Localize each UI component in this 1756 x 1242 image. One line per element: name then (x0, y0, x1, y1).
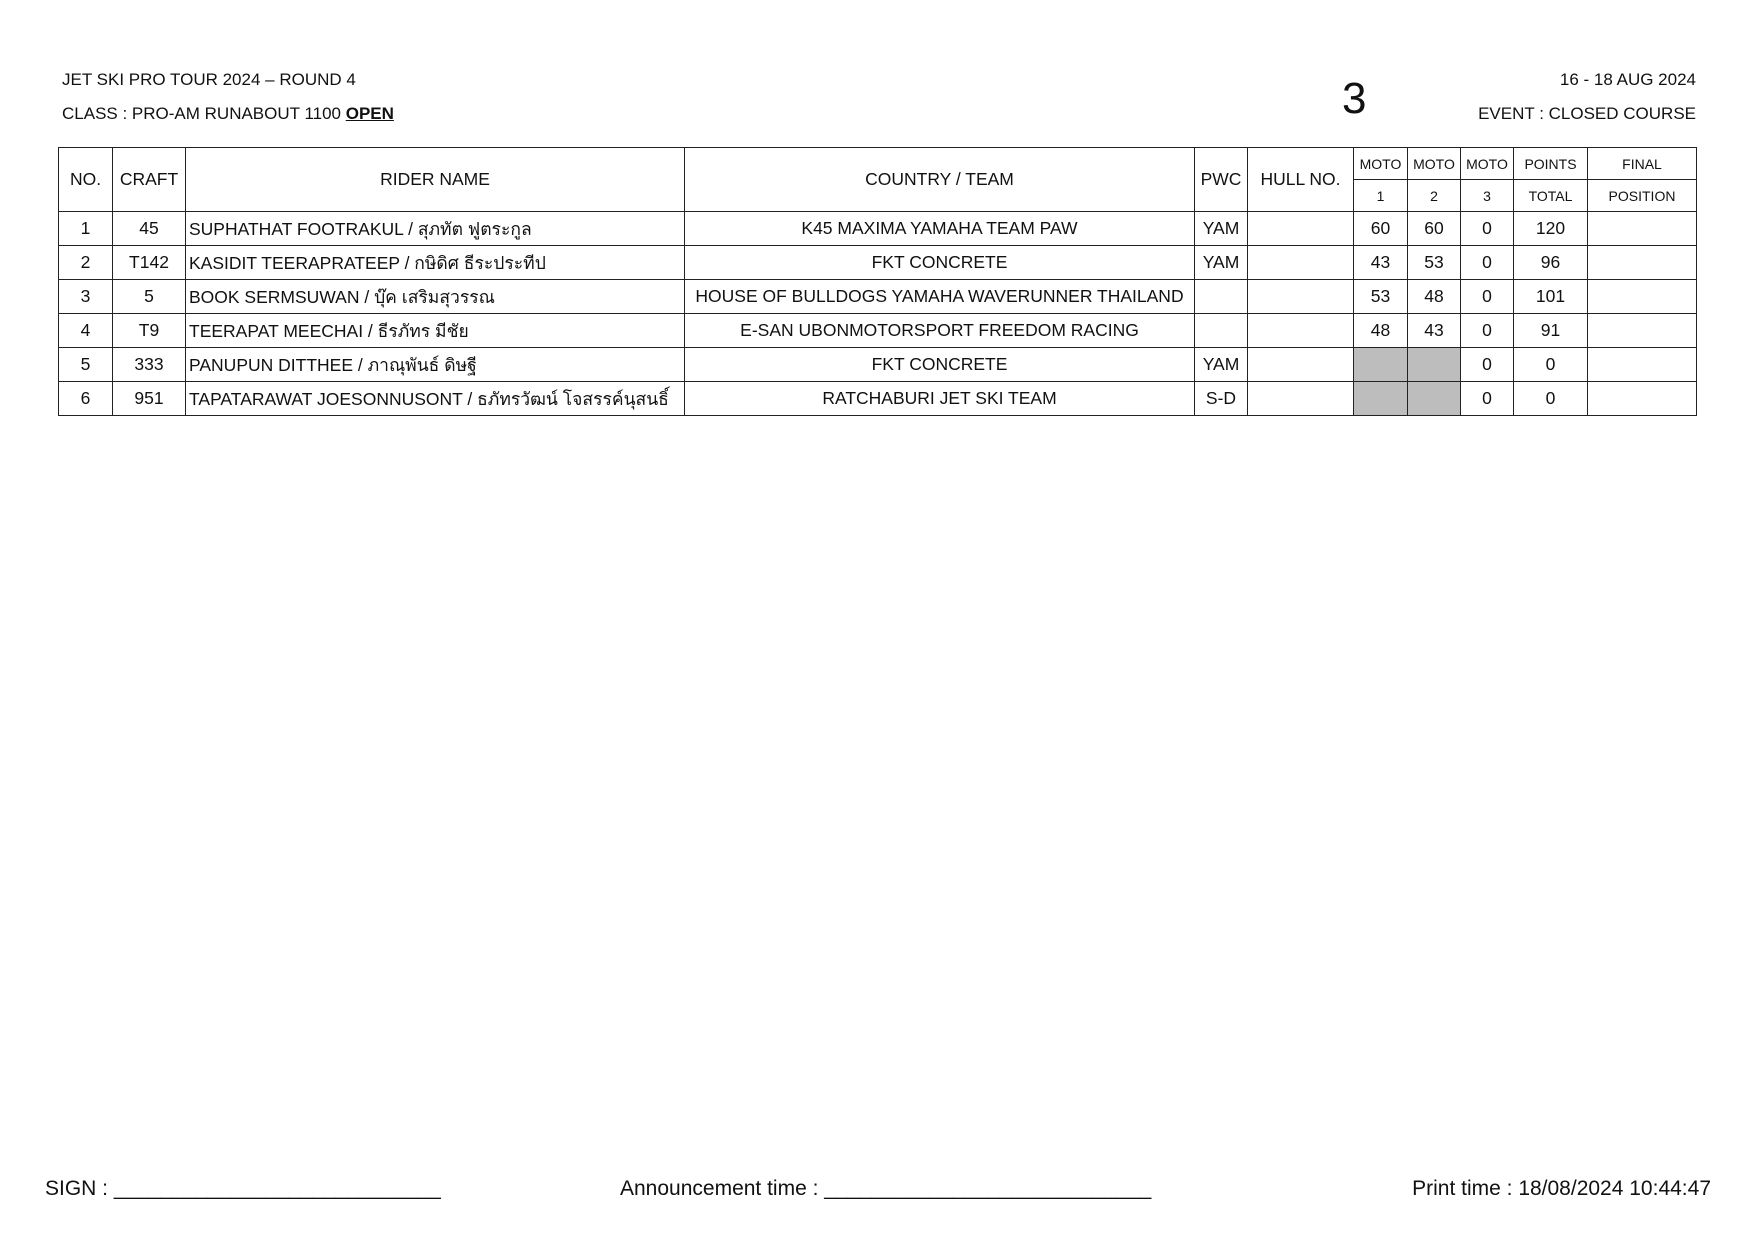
cell-points-total: 101 (1514, 280, 1588, 314)
cell-hull (1248, 246, 1354, 280)
col-moto1-bottom: 1 (1354, 180, 1408, 212)
cell-moto1 (1354, 348, 1408, 382)
cell-craft: 45 (113, 212, 186, 246)
announcement-time: Announcement time : ____________________________ (620, 1177, 1152, 1200)
cell-final-position (1588, 382, 1697, 416)
col-country-team: COUNTRY / TEAM (685, 148, 1195, 212)
page-number: 3 (1342, 74, 1367, 123)
col-final-bottom: POSITION (1588, 180, 1697, 212)
cell-no: 3 (59, 280, 113, 314)
cell-craft: T9 (113, 314, 186, 348)
cell-team: HOUSE OF BULLDOGS YAMAHA WAVERUNNER THAILAND (685, 280, 1195, 314)
col-rider-name: RIDER NAME (186, 148, 685, 212)
cell-moto3: 0 (1461, 314, 1514, 348)
cell-no: 5 (59, 348, 113, 382)
cell-no: 6 (59, 382, 113, 416)
class-open: OPEN (345, 104, 394, 123)
cell-rider: TEERAPAT MEECHAI / ธีรภัทร มีชัย (186, 314, 685, 348)
cell-moto1: 43 (1354, 246, 1408, 280)
col-pwc: PWC (1195, 148, 1248, 212)
col-hull-no: HULL NO. (1248, 148, 1354, 212)
cell-rider: TAPATARAWAT JOESONNUSONT / ธภัทรวัฒน์ โจสรรค์นุสนธิ์ (186, 382, 685, 416)
table-row (59, 246, 1697, 280)
col-points-bottom: TOTAL (1514, 180, 1588, 212)
cell-rider: PANUPUN DITTHEE / ภาณุพันธ์ ดิษฐี (186, 348, 685, 382)
cell-moto3: 0 (1461, 280, 1514, 314)
col-points-top: POINTS (1514, 148, 1588, 180)
cell-points-total: 0 (1514, 382, 1588, 416)
cell-craft: T142 (113, 246, 186, 280)
cell-moto2: 48 (1408, 280, 1461, 314)
event-type: EVENT : CLOSED COURSE (1478, 104, 1696, 123)
cell-team: FKT CONCRETE (685, 246, 1195, 280)
cell-hull (1248, 382, 1354, 416)
cell-points-total: 96 (1514, 246, 1588, 280)
cell-moto2: 53 (1408, 246, 1461, 280)
col-moto3-bottom: 3 (1461, 180, 1514, 212)
cell-craft: 951 (113, 382, 186, 416)
cell-moto1: 48 (1354, 314, 1408, 348)
header-row-top (59, 148, 1697, 180)
cell-team: E-SAN UBONMOTORSPORT FREEDOM RACING (685, 314, 1195, 348)
cell-moto2 (1408, 348, 1461, 382)
cell-moto2: 43 (1408, 314, 1461, 348)
cell-moto3: 0 (1461, 348, 1514, 382)
cell-points-total: 120 (1514, 212, 1588, 246)
cell-hull (1248, 348, 1354, 382)
cell-hull (1248, 280, 1354, 314)
cell-points-total: 0 (1514, 348, 1588, 382)
event-title: JET SKI PRO TOUR 2024 – ROUND 4 (62, 70, 356, 89)
table-row (59, 348, 1697, 382)
cell-moto3: 0 (1461, 246, 1514, 280)
cell-pwc (1195, 280, 1248, 314)
cell-moto3: 0 (1461, 382, 1514, 416)
cell-points-total: 91 (1514, 314, 1588, 348)
cell-moto1: 53 (1354, 280, 1408, 314)
table-row (59, 212, 1697, 246)
cell-pwc: YAM (1195, 212, 1248, 246)
cell-pwc: YAM (1195, 246, 1248, 280)
sign-line: SIGN : ____________________________ (45, 1177, 441, 1200)
table-row (59, 280, 1697, 314)
cell-rider: BOOK SERMSUWAN / บุ๊ค เสริมสุวรรณ (186, 280, 685, 314)
col-final-top: FINAL (1588, 148, 1697, 180)
cell-moto3: 0 (1461, 212, 1514, 246)
cell-moto2: 60 (1408, 212, 1461, 246)
event-dates: 16 - 18 AUG 2024 (1559, 70, 1696, 89)
cell-final-position (1588, 246, 1697, 280)
col-moto2-top: MOTO (1408, 148, 1461, 180)
cell-final-position (1588, 280, 1697, 314)
class-prefix: CLASS : PRO-AM RUNABOUT 1100 (62, 104, 346, 123)
table-row (59, 314, 1697, 348)
cell-team: K45 MAXIMA YAMAHA TEAM PAW (685, 212, 1195, 246)
cell-pwc (1195, 314, 1248, 348)
cell-moto1: 60 (1354, 212, 1408, 246)
cell-craft: 333 (113, 348, 186, 382)
cell-pwc: S-D (1195, 382, 1248, 416)
cell-rider: KASIDIT TEERAPRATEEP / กษิดิศ ธีระประทีป (186, 246, 685, 280)
results-table (58, 147, 1697, 416)
class-label (62, 104, 394, 124)
col-moto2-bottom: 2 (1408, 180, 1461, 212)
print-time: Print time : 18/08/2024 10:44:47 (1412, 1177, 1711, 1200)
cell-team: FKT CONCRETE (685, 348, 1195, 382)
cell-final-position (1588, 348, 1697, 382)
cell-no: 2 (59, 246, 113, 280)
cell-team: RATCHABURI JET SKI TEAM (685, 382, 1195, 416)
col-craft: CRAFT (113, 148, 186, 212)
cell-craft: 5 (113, 280, 186, 314)
cell-moto1 (1354, 382, 1408, 416)
cell-hull (1248, 314, 1354, 348)
col-no: NO. (59, 148, 113, 212)
cell-hull (1248, 212, 1354, 246)
cell-final-position (1588, 212, 1697, 246)
table-row (59, 382, 1697, 416)
cell-no: 1 (59, 212, 113, 246)
cell-no: 4 (59, 314, 113, 348)
cell-rider: SUPHATHAT FOOTRAKUL / สุภทัต ฟูตระกูล (186, 212, 685, 246)
col-moto3-top: MOTO (1461, 148, 1514, 180)
cell-pwc: YAM (1195, 348, 1248, 382)
cell-final-position (1588, 314, 1697, 348)
cell-moto2 (1408, 382, 1461, 416)
col-moto1-top: MOTO (1354, 148, 1408, 180)
